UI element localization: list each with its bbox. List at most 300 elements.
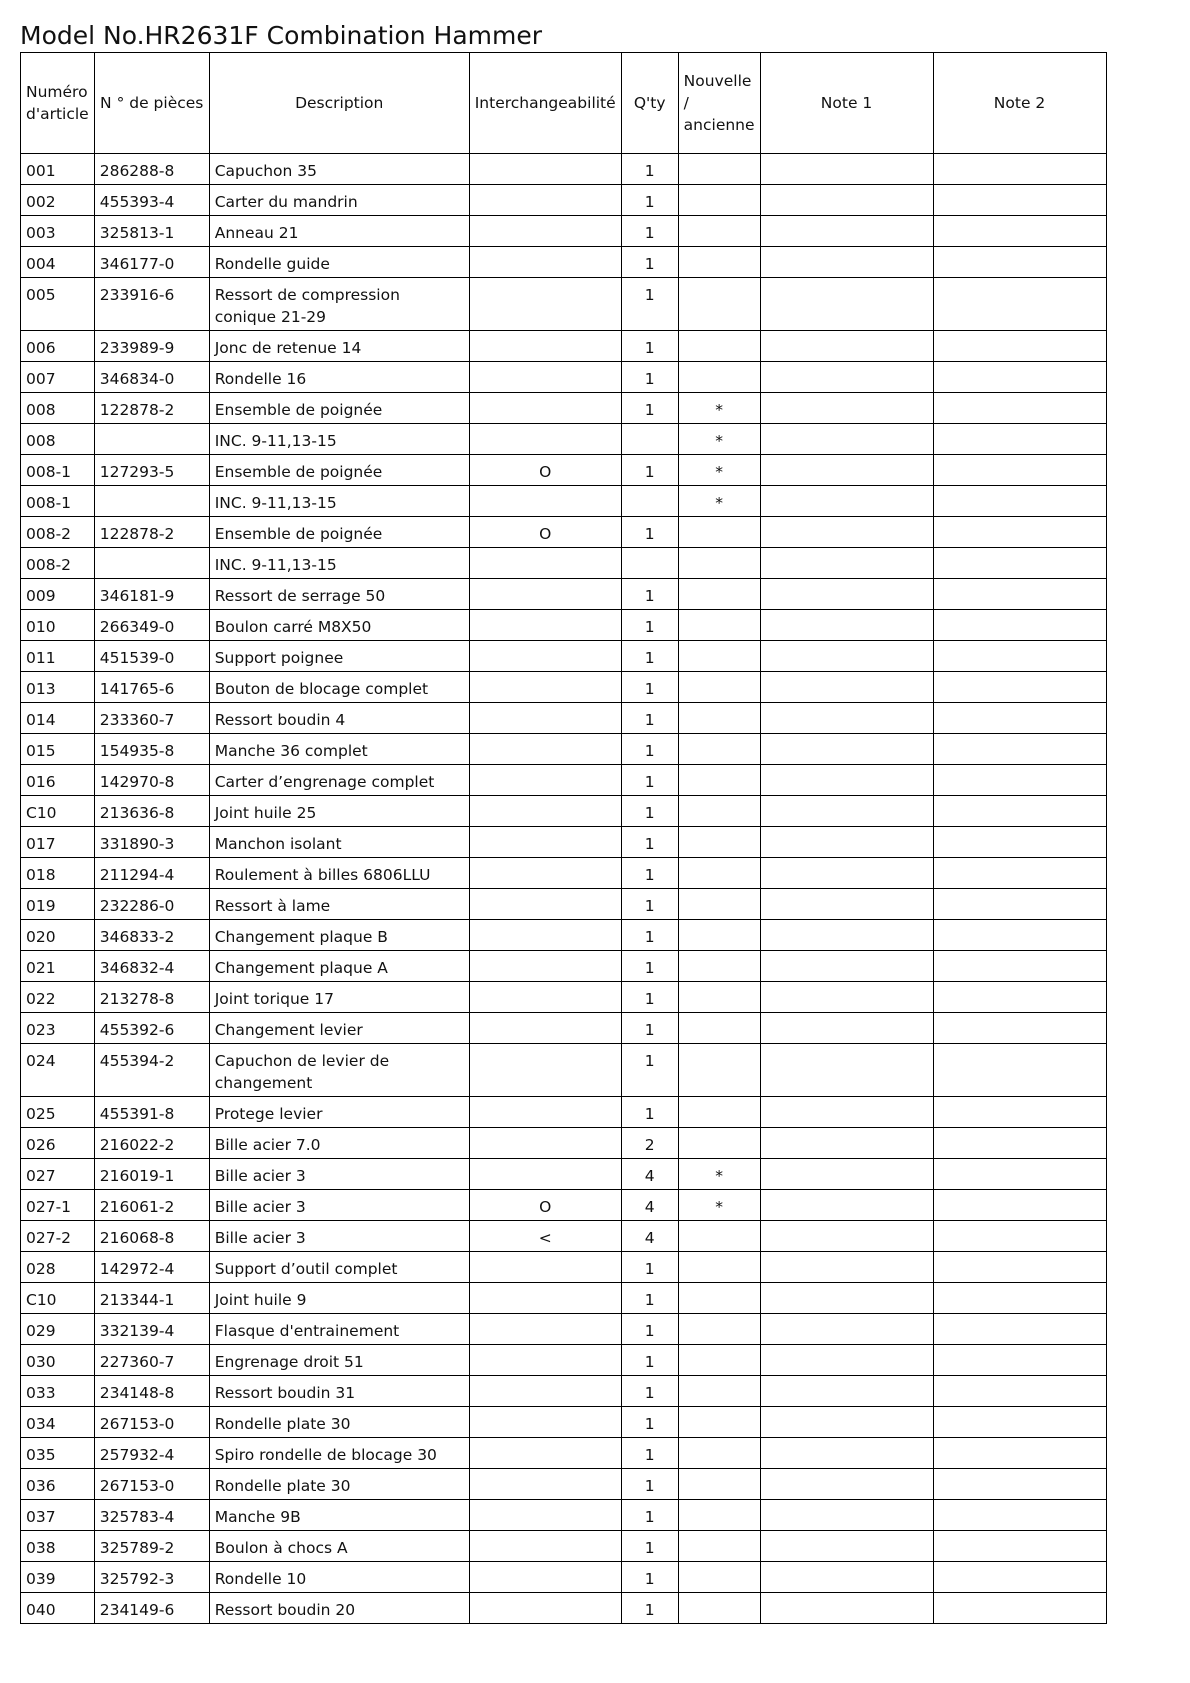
- cell-note-1: [760, 1407, 933, 1438]
- cell-part-number: 142970-8: [94, 765, 209, 796]
- cell-article-number: 028: [21, 1252, 95, 1283]
- cell-new-old: [678, 362, 760, 393]
- cell-article-number: 038: [21, 1531, 95, 1562]
- cell-note-2: [933, 548, 1106, 579]
- cell-interchangeability: [469, 1159, 621, 1190]
- cell-note-1: [760, 517, 933, 548]
- cell-new-old: [678, 703, 760, 734]
- cell-note-2: [933, 1407, 1106, 1438]
- cell-new-old: [678, 579, 760, 610]
- cell-description: INC. 9-11,13-15: [209, 548, 469, 579]
- cell-interchangeability: [469, 858, 621, 889]
- cell-description: Carter du mandrin: [209, 185, 469, 216]
- table-row: [21, 1221, 1107, 1252]
- cell-description: Rondelle 16: [209, 362, 469, 393]
- cell-article-number: 008-1: [21, 486, 95, 517]
- cell-new-old: *: [678, 1190, 760, 1221]
- table-row: [21, 185, 1107, 216]
- cell-interchangeability: [469, 154, 621, 185]
- header-part-number: N ° de pièces: [94, 53, 209, 154]
- cell-interchangeability: [469, 672, 621, 703]
- table-row: [21, 610, 1107, 641]
- cell-quantity: 1: [621, 331, 678, 362]
- cell-new-old: [678, 1593, 760, 1624]
- cell-interchangeability: O: [469, 1190, 621, 1221]
- table-row: [21, 1252, 1107, 1283]
- cell-description: Joint huile 25: [209, 796, 469, 827]
- cell-part-number: 455391-8: [94, 1097, 209, 1128]
- table-header-row: [21, 53, 1107, 154]
- cell-note-1: [760, 247, 933, 278]
- cell-note-2: [933, 610, 1106, 641]
- cell-part-number: 211294-4: [94, 858, 209, 889]
- table-row: [21, 154, 1107, 185]
- table-row: [21, 920, 1107, 951]
- cell-interchangeability: [469, 1128, 621, 1159]
- cell-description: Support poignee: [209, 641, 469, 672]
- cell-note-2: [933, 1562, 1106, 1593]
- cell-note-1: [760, 1593, 933, 1624]
- cell-note-2: [933, 1128, 1106, 1159]
- cell-article-number: C10: [21, 796, 95, 827]
- cell-article-number: 005: [21, 278, 95, 331]
- cell-note-2: [933, 455, 1106, 486]
- cell-part-number: 455393-4: [94, 185, 209, 216]
- cell-new-old: [678, 154, 760, 185]
- cell-quantity: 1: [621, 216, 678, 247]
- cell-note-1: [760, 1283, 933, 1314]
- cell-part-number: 346834-0: [94, 362, 209, 393]
- cell-note-2: [933, 278, 1106, 331]
- cell-article-number: 039: [21, 1562, 95, 1593]
- cell-interchangeability: [469, 703, 621, 734]
- cell-interchangeability: [469, 1531, 621, 1562]
- header-description: Description: [209, 53, 469, 154]
- cell-note-1: [760, 610, 933, 641]
- cell-part-number: 122878-2: [94, 517, 209, 548]
- cell-article-number: 017: [21, 827, 95, 858]
- cell-description: Engrenage droit 51: [209, 1345, 469, 1376]
- cell-article-number: 008: [21, 424, 95, 455]
- cell-article-number: 030: [21, 1345, 95, 1376]
- cell-description: Ensemble de poignée: [209, 455, 469, 486]
- cell-part-number: [94, 424, 209, 455]
- cell-part-number: 325789-2: [94, 1531, 209, 1562]
- cell-quantity: 1: [621, 734, 678, 765]
- cell-part-number: [94, 486, 209, 517]
- cell-note-1: [760, 1159, 933, 1190]
- cell-new-old: *: [678, 424, 760, 455]
- cell-note-1: [760, 1097, 933, 1128]
- cell-quantity: 1: [621, 1469, 678, 1500]
- cell-description: Manchon isolant: [209, 827, 469, 858]
- cell-new-old: [678, 765, 760, 796]
- cell-note-2: [933, 517, 1106, 548]
- cell-note-1: [760, 641, 933, 672]
- cell-note-1: [760, 1500, 933, 1531]
- cell-interchangeability: [469, 796, 621, 827]
- cell-note-1: [760, 393, 933, 424]
- table-row: [21, 1190, 1107, 1221]
- cell-note-2: [933, 920, 1106, 951]
- cell-interchangeability: [469, 1013, 621, 1044]
- cell-note-1: [760, 154, 933, 185]
- cell-article-number: 025: [21, 1097, 95, 1128]
- cell-part-number: 331890-3: [94, 827, 209, 858]
- cell-part-number: 232286-0: [94, 889, 209, 920]
- cell-note-1: [760, 827, 933, 858]
- cell-note-1: [760, 1128, 933, 1159]
- cell-article-number: 007: [21, 362, 95, 393]
- cell-article-number: 011: [21, 641, 95, 672]
- table-row: [21, 1407, 1107, 1438]
- table-row: [21, 951, 1107, 982]
- cell-description: Changement levier: [209, 1013, 469, 1044]
- cell-note-2: [933, 641, 1106, 672]
- cell-description: Ressort de compression conique 21-29: [209, 278, 469, 331]
- table-row: [21, 393, 1107, 424]
- cell-note-1: [760, 185, 933, 216]
- cell-note-1: [760, 951, 933, 982]
- cell-new-old: [678, 185, 760, 216]
- table-row: [21, 486, 1107, 517]
- cell-article-number: 001: [21, 154, 95, 185]
- cell-quantity: 4: [621, 1221, 678, 1252]
- header-new-old: Nouvelle / ancienne: [678, 53, 760, 154]
- cell-quantity: 1: [621, 982, 678, 1013]
- cell-article-number: 035: [21, 1438, 95, 1469]
- cell-part-number: 216068-8: [94, 1221, 209, 1252]
- cell-interchangeability: [469, 982, 621, 1013]
- cell-new-old: [678, 889, 760, 920]
- cell-quantity: 1: [621, 1252, 678, 1283]
- table-row: [21, 1562, 1107, 1593]
- cell-new-old: [678, 1128, 760, 1159]
- cell-note-1: [760, 278, 933, 331]
- cell-quantity: 1: [621, 1314, 678, 1345]
- table-row: [21, 1376, 1107, 1407]
- cell-note-1: [760, 858, 933, 889]
- cell-article-number: 027-2: [21, 1221, 95, 1252]
- cell-part-number: 213278-8: [94, 982, 209, 1013]
- cell-new-old: [678, 734, 760, 765]
- cell-note-1: [760, 734, 933, 765]
- cell-description: Ressort à lame: [209, 889, 469, 920]
- cell-note-2: [933, 1500, 1106, 1531]
- cell-note-2: [933, 703, 1106, 734]
- cell-description: Protege levier: [209, 1097, 469, 1128]
- cell-description: Roulement à billes 6806LLU: [209, 858, 469, 889]
- cell-article-number: 027-1: [21, 1190, 95, 1221]
- cell-interchangeability: [469, 185, 621, 216]
- cell-quantity: 1: [621, 796, 678, 827]
- table-row: [21, 1593, 1107, 1624]
- cell-interchangeability: [469, 1314, 621, 1345]
- cell-note-1: [760, 1314, 933, 1345]
- cell-note-1: [760, 579, 933, 610]
- table-row: [21, 247, 1107, 278]
- cell-quantity: 1: [621, 1283, 678, 1314]
- cell-article-number: 008-2: [21, 548, 95, 579]
- cell-part-number: 141765-6: [94, 672, 209, 703]
- cell-note-2: [933, 1221, 1106, 1252]
- cell-note-2: [933, 1531, 1106, 1562]
- cell-quantity: [621, 424, 678, 455]
- cell-quantity: 1: [621, 1407, 678, 1438]
- cell-part-number: 154935-8: [94, 734, 209, 765]
- cell-description: Manche 9B: [209, 1500, 469, 1531]
- cell-interchangeability: [469, 1345, 621, 1376]
- cell-description: Capuchon 35: [209, 154, 469, 185]
- cell-new-old: [678, 1469, 760, 1500]
- cell-new-old: [678, 1252, 760, 1283]
- cell-interchangeability: [469, 610, 621, 641]
- cell-interchangeability: [469, 486, 621, 517]
- cell-interchangeability: [469, 1500, 621, 1531]
- cell-note-2: [933, 216, 1106, 247]
- cell-note-1: [760, 920, 933, 951]
- cell-note-1: [760, 455, 933, 486]
- cell-quantity: 1: [621, 247, 678, 278]
- cell-new-old: [678, 1013, 760, 1044]
- cell-new-old: [678, 1531, 760, 1562]
- cell-note-1: [760, 1190, 933, 1221]
- table-row: [21, 216, 1107, 247]
- cell-interchangeability: [469, 889, 621, 920]
- cell-new-old: [678, 1283, 760, 1314]
- cell-article-number: 008: [21, 393, 95, 424]
- cell-part-number: 233916-6: [94, 278, 209, 331]
- table-row: [21, 1128, 1107, 1159]
- cell-interchangeability: [469, 765, 621, 796]
- cell-description: Rondelle plate 30: [209, 1407, 469, 1438]
- cell-new-old: [678, 672, 760, 703]
- cell-description: Bille acier 3: [209, 1221, 469, 1252]
- cell-new-old: [678, 796, 760, 827]
- cell-description: Ensemble de poignée: [209, 393, 469, 424]
- cell-note-1: [760, 1345, 933, 1376]
- cell-article-number: 009: [21, 579, 95, 610]
- cell-part-number: 213636-8: [94, 796, 209, 827]
- cell-note-2: [933, 858, 1106, 889]
- cell-part-number: 346177-0: [94, 247, 209, 278]
- cell-interchangeability: [469, 827, 621, 858]
- cell-part-number: 213344-1: [94, 1283, 209, 1314]
- cell-interchangeability: [469, 1376, 621, 1407]
- cell-quantity: 1: [621, 1438, 678, 1469]
- cell-interchangeability: [469, 1283, 621, 1314]
- cell-note-2: [933, 1190, 1106, 1221]
- cell-article-number: 037: [21, 1500, 95, 1531]
- table-row: [21, 672, 1107, 703]
- cell-interchangeability: [469, 331, 621, 362]
- cell-article-number: 008-1: [21, 455, 95, 486]
- cell-new-old: [678, 641, 760, 672]
- cell-part-number: 451539-0: [94, 641, 209, 672]
- cell-note-2: [933, 796, 1106, 827]
- table-row: [21, 517, 1107, 548]
- cell-description: Ressort de serrage 50: [209, 579, 469, 610]
- cell-note-1: [760, 889, 933, 920]
- cell-article-number: 010: [21, 610, 95, 641]
- cell-new-old: [678, 247, 760, 278]
- cell-note-1: [760, 1469, 933, 1500]
- cell-description: Ressort boudin 20: [209, 1593, 469, 1624]
- cell-description: Carter d’engrenage complet: [209, 765, 469, 796]
- cell-part-number: 286288-8: [94, 154, 209, 185]
- cell-part-number: 266349-0: [94, 610, 209, 641]
- table-row: [21, 424, 1107, 455]
- cell-article-number: 019: [21, 889, 95, 920]
- cell-new-old: [678, 1044, 760, 1097]
- table-row: [21, 1314, 1107, 1345]
- cell-new-old: [678, 517, 760, 548]
- cell-article-number: 021: [21, 951, 95, 982]
- cell-description: INC. 9-11,13-15: [209, 486, 469, 517]
- cell-quantity: 1: [621, 889, 678, 920]
- table-row: [21, 1531, 1107, 1562]
- cell-note-1: [760, 672, 933, 703]
- cell-note-1: [760, 548, 933, 579]
- table-row: [21, 734, 1107, 765]
- cell-part-number: 234148-8: [94, 1376, 209, 1407]
- cell-part-number: 346833-2: [94, 920, 209, 951]
- cell-note-2: [933, 1593, 1106, 1624]
- cell-note-1: [760, 796, 933, 827]
- cell-new-old: *: [678, 455, 760, 486]
- cell-note-2: [933, 1044, 1106, 1097]
- cell-note-2: [933, 486, 1106, 517]
- cell-article-number: 003: [21, 216, 95, 247]
- cell-quantity: 1: [621, 517, 678, 548]
- cell-part-number: 325792-3: [94, 1562, 209, 1593]
- cell-note-2: [933, 1013, 1106, 1044]
- cell-part-number: 233989-9: [94, 331, 209, 362]
- cell-quantity: 1: [621, 1013, 678, 1044]
- cell-article-number: 008-2: [21, 517, 95, 548]
- table-row: [21, 982, 1107, 1013]
- cell-note-1: [760, 486, 933, 517]
- cell-part-number: 233360-7: [94, 703, 209, 734]
- cell-note-2: [933, 982, 1106, 1013]
- cell-description: Ressort boudin 31: [209, 1376, 469, 1407]
- cell-quantity: 1: [621, 393, 678, 424]
- cell-quantity: 1: [621, 185, 678, 216]
- table-row: [21, 765, 1107, 796]
- table-row: [21, 889, 1107, 920]
- cell-description: Bille acier 7.0: [209, 1128, 469, 1159]
- header-note-1: Note 1: [760, 53, 933, 154]
- cell-article-number: 040: [21, 1593, 95, 1624]
- table-row: [21, 827, 1107, 858]
- cell-part-number: 455392-6: [94, 1013, 209, 1044]
- cell-article-number: 002: [21, 185, 95, 216]
- parts-table-body: [21, 154, 1107, 1624]
- cell-article-number: 014: [21, 703, 95, 734]
- table-row: [21, 1438, 1107, 1469]
- cell-new-old: [678, 1345, 760, 1376]
- table-row: [21, 796, 1107, 827]
- cell-note-1: [760, 1252, 933, 1283]
- cell-article-number: 023: [21, 1013, 95, 1044]
- cell-note-2: [933, 889, 1106, 920]
- cell-new-old: [678, 982, 760, 1013]
- cell-new-old: [678, 1562, 760, 1593]
- cell-quantity: 1: [621, 672, 678, 703]
- table-row: [21, 331, 1107, 362]
- cell-interchangeability: O: [469, 517, 621, 548]
- cell-part-number: 325813-1: [94, 216, 209, 247]
- cell-description: Rondelle 10: [209, 1562, 469, 1593]
- cell-quantity: 1: [621, 765, 678, 796]
- cell-quantity: 1: [621, 858, 678, 889]
- cell-note-2: [933, 331, 1106, 362]
- cell-note-1: [760, 982, 933, 1013]
- cell-note-2: [933, 1159, 1106, 1190]
- cell-description: Joint huile 9: [209, 1283, 469, 1314]
- cell-new-old: [678, 548, 760, 579]
- cell-note-2: [933, 579, 1106, 610]
- table-row: [21, 1345, 1107, 1376]
- cell-article-number: 034: [21, 1407, 95, 1438]
- cell-part-number: 234149-6: [94, 1593, 209, 1624]
- cell-new-old: [678, 827, 760, 858]
- cell-note-1: [760, 1438, 933, 1469]
- cell-note-2: [933, 424, 1106, 455]
- cell-new-old: [678, 1097, 760, 1128]
- cell-interchangeability: [469, 641, 621, 672]
- cell-quantity: 1: [621, 1562, 678, 1593]
- cell-description: Changement plaque A: [209, 951, 469, 982]
- cell-new-old: [678, 331, 760, 362]
- table-row: [21, 1469, 1107, 1500]
- cell-note-1: [760, 1531, 933, 1562]
- cell-new-old: [678, 858, 760, 889]
- table-row: [21, 548, 1107, 579]
- cell-note-2: [933, 1469, 1106, 1500]
- cell-part-number: 122878-2: [94, 393, 209, 424]
- cell-article-number: 027: [21, 1159, 95, 1190]
- cell-new-old: [678, 1376, 760, 1407]
- cell-interchangeability: [469, 734, 621, 765]
- cell-note-2: [933, 1252, 1106, 1283]
- cell-quantity: 1: [621, 703, 678, 734]
- cell-quantity: 1: [621, 154, 678, 185]
- cell-new-old: [678, 216, 760, 247]
- cell-interchangeability: [469, 393, 621, 424]
- cell-note-1: [760, 765, 933, 796]
- cell-quantity: 1: [621, 641, 678, 672]
- cell-quantity: 1: [621, 827, 678, 858]
- cell-part-number: 267153-0: [94, 1407, 209, 1438]
- cell-note-2: [933, 362, 1106, 393]
- cell-part-number: 216061-2: [94, 1190, 209, 1221]
- cell-quantity: 1: [621, 1500, 678, 1531]
- cell-article-number: 036: [21, 1469, 95, 1500]
- cell-part-number: 346181-9: [94, 579, 209, 610]
- cell-new-old: [678, 1221, 760, 1252]
- cell-interchangeability: [469, 1044, 621, 1097]
- cell-note-2: [933, 1376, 1106, 1407]
- cell-description: Flasque d'entrainement: [209, 1314, 469, 1345]
- cell-quantity: 1: [621, 362, 678, 393]
- cell-quantity: 1: [621, 951, 678, 982]
- cell-part-number: 216022-2: [94, 1128, 209, 1159]
- header-article-number: Numéro d'article: [21, 53, 95, 154]
- cell-part-number: 257932-4: [94, 1438, 209, 1469]
- cell-quantity: 1: [621, 579, 678, 610]
- cell-description: Ressort boudin 4: [209, 703, 469, 734]
